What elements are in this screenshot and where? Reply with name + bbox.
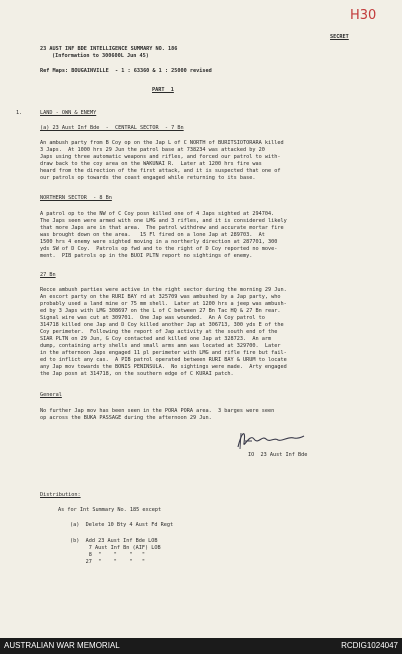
northern-sector-heading: NORTHERN SECTOR - 8 Bn (40, 195, 112, 201)
text-line: No further Jap mov has been seen in the PORA PORA area. 3 barges were seen (40, 408, 275, 414)
signature-block: IO 23 Aust Inf Bde (248, 452, 308, 458)
classification-label: SECRET (330, 34, 349, 40)
document-title: 23 AUST INF BDE INTELLIGENCE SUMMARY NO. 186 (40, 46, 178, 52)
document-subtitle: (Information to 300600L Jun 45) (52, 53, 149, 59)
text-line: yds SW of D Coy. Patrols op fwd and to the right of D Coy reported no move- (40, 246, 278, 252)
archive-footer (0, 638, 402, 654)
text-line: SIAR PLTN on 29 Jun, G Coy contacted and killed one Jap at 328723. An arm (40, 336, 272, 342)
text-line: Coy perimeter. Following the report of Jap activity at the south end of the (40, 329, 278, 335)
handwritten-signature (232, 427, 306, 451)
ref-maps: Ref Maps: BOUGAINVILLE - 1 : 63360 & 1 : 25000 revised (40, 68, 212, 74)
text-line: our patrols op towards the coast engaged while returning to its base. (40, 175, 256, 181)
distribution-heading: Distribution: (40, 492, 81, 498)
text-line: in the afternoon Japs engaged 11 pl perimeter with LMG and rifle fire but fail- (40, 350, 287, 356)
text-line: 1500 hrs 4 enemy were sighted moving in a northerly direction at 287701, 300 (40, 239, 278, 245)
text-line: Japs using three automatic weapons and rifles, and forced our patrol to with- (40, 154, 281, 160)
text-line: 27 " " " " (70, 559, 145, 565)
text-line: ed to inflict any cas. A PIB patrol operated between RURI BAY & URUM to locate (40, 357, 287, 363)
text-line: Recce ambush parties were active in the right sector during the morning 29 Jun. (40, 287, 287, 293)
text-line: draw back to the coy area on the WAKUNAI R. Later at 1200 hrs fire was (40, 161, 262, 167)
text-line: A patrol op to the NW of C Coy posn killed one of 4 Japs sighted at 294704. (40, 211, 275, 217)
text-line: heard from the direction of the first attack, and it is suspected that one of (40, 168, 281, 174)
text-line: 3 Japs. At 1000 hrs 29 Jun the patrol base at 738234 was attacked by 20 (40, 147, 265, 153)
text-line: An escort party on the RURI BAY rd at 325709 was ambushed by a Jap party, who (40, 294, 281, 300)
distribution-intro: As for Int Summary No. 185 except (58, 507, 162, 513)
central-sector-heading: (a) 23 Aust Inf Bde - CENTRAL SECTOR - 7 Bn (40, 125, 184, 131)
text-line: 8 " " " " (70, 552, 145, 558)
text-line: the Jap posn at 314718, on the southern edge of C KURAI patch. (40, 371, 234, 377)
text-line: Signal wire was cut at 309701. One Jap was wounded. An A Coy patrol to (40, 315, 265, 321)
general-heading: General (40, 392, 62, 398)
text-line: probably used a land mine or 75 mm shell. Later at 1200 hrs a jeep was ambush- (40, 301, 287, 307)
text-line: 314718 killed one Jap and D Coy killed another Jap at 306713, 300 yds E of the (40, 322, 284, 328)
footer-record-id: RCDIG1024047 (341, 641, 398, 650)
text-line: ed by 3 Japs with LMG 308697 on the L of C between 27 Bn Tac HQ & 27 Bn rear. (40, 308, 281, 314)
27-bn-heading: 27 Bn (40, 272, 56, 278)
text-line: (b) Add 23 Aust Inf Bde LOB (70, 538, 158, 544)
archive-stamp: H30 (350, 8, 377, 23)
part-heading: PART 1 (152, 87, 174, 93)
text-line: was brought down on the area. 15 Fl fired on a lone Jap at 289703. At (40, 232, 265, 238)
text-line: that more Japs are in that area. The patrol withdrew and accurate mortar fire (40, 225, 284, 231)
section-number: 1. (16, 110, 23, 116)
distribution-item-a: (a) Delete 10 Bty 4 Aust Fd Regt (70, 522, 174, 528)
text-line: dump, containing arty shells and small arms amn was located at 329700. Later (40, 343, 281, 349)
text-line: An ambush party from B Coy op on the Jap L of C NORTH of BURITSIOTORARA killed (40, 140, 284, 146)
text-line: The Japs seen were armed with one LMG and 3 rifles, and it is considered likely (40, 218, 287, 224)
text-line: ment. PIB patrols op in the BUOI PLTN report no sightings of enemy. (40, 253, 253, 259)
footer-source: AUSTRALIAN WAR MEMORIAL (4, 641, 120, 650)
text-line: 7 Aust Inf Bn (AIF) LOB (70, 545, 161, 551)
text-line: op across the BUKA PASSAGE during the afternoon 29 Jun. (40, 415, 212, 421)
text-line: any Jap mov towards the BONIS PENINSULA. No sightings were made. Arty engaged (40, 364, 287, 370)
section-heading: LAND - OWN & ENEMY (40, 110, 97, 116)
